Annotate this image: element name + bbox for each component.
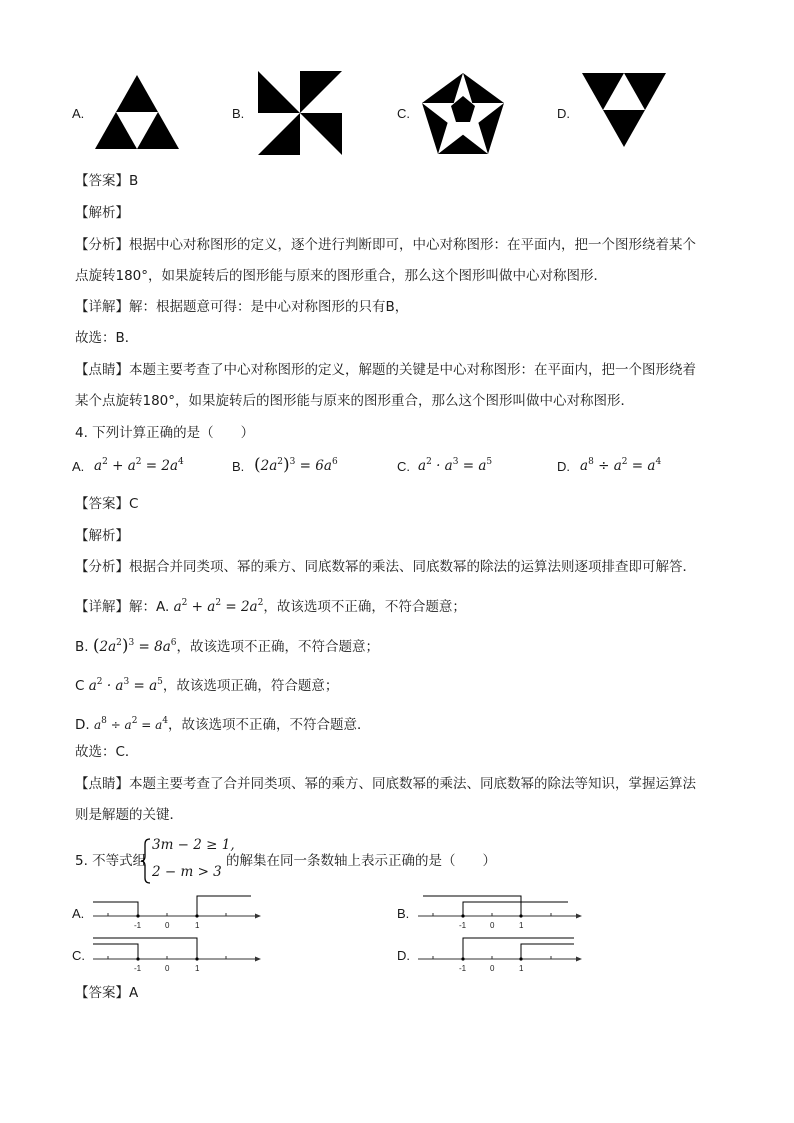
q4-xiangjie-b-formula: $(2a^2)^3 = 8a^6$	[92, 636, 177, 656]
q3-analysis-tag: 【解析】	[75, 205, 129, 221]
q4-option-a-label: A.	[72, 459, 85, 474]
q4-option-b-label: B.	[232, 459, 245, 474]
q3-option-c-label: C.	[397, 106, 410, 121]
q4-option-d-formula: $a^8 \div a^2 = a^4$	[580, 457, 662, 474]
q4-xiangjie-a-formula: $a^2 + a^2 = 2a^2$	[173, 598, 264, 615]
q5-option-a-numberline	[93, 892, 263, 932]
q5-option-b-numberline	[418, 892, 588, 932]
q4-option-c-label: C.	[397, 459, 410, 474]
q5-option-c-label: C.	[72, 948, 85, 963]
q4-fenxi: 【分析】根据合并同类项、幂的乘方、同底数幂的乘法、同底数幂的除法的运算法则逐项排查即可解答．	[75, 559, 696, 575]
q5-b-tick-0: 0	[490, 921, 495, 930]
q3-option-b-figure	[258, 71, 342, 155]
q5-a-tick-1: 1	[195, 921, 200, 930]
q4-option-c-formula: $a^2 \cdot a^3 = a^5$	[418, 457, 493, 474]
q4-xiangjie-d: D. $a^8 \div a^2 = a^4$，故该选项不正确，不符合题意．	[75, 716, 371, 733]
q5-option-a-label: A.	[72, 906, 85, 921]
q4-option-a-formula: $a^2 + a^2 = 2a^4$	[94, 457, 184, 474]
q4-stem: 4. 下列计算正确的是（ ）	[75, 425, 255, 441]
q3-option-a-figure	[95, 75, 183, 151]
q5-b-tick-1: 1	[519, 921, 524, 930]
q5-stem-suffix: 的解集在同一条数轴上表示正确的是（ ）	[226, 853, 496, 869]
q5-c-tick-0: 0	[165, 964, 170, 973]
q4-xiangjie-b: B. $(2a^2)^3 = 8a^6$，故该选项不正确，不符合题意；	[75, 636, 380, 656]
q3-answer: 【答案】B	[75, 173, 139, 189]
q4-answer: 【答案】C	[75, 496, 139, 512]
q3-fenxi-line-2: 点旋转180°，如果旋转后的图形能与原来的图形重合，那么这个图形叫做中心对称图形．	[75, 268, 608, 284]
q3-dianjing-line-1: 【点睛】本题主要考查了中心对称图形的定义，解题的关键是中心对称图形：在平面内，把一个图形绕着	[75, 362, 696, 378]
q3-option-b-label: B.	[232, 106, 245, 121]
q3-option-a-label: A.	[72, 106, 85, 121]
q3-dianjing-line-2: 某个点旋转180°，如果旋转后的图形能与原来的图形重合，那么这个图形叫做中心对称图形．	[75, 393, 635, 409]
q3-option-c-figure	[420, 72, 506, 156]
q4-option-b-formula: $(2a^2)^3 = 6a^6$	[254, 455, 338, 475]
q4-xiangjie-a: 【详解】解：A. $a^2 + a^2 = 2a^2$，故该选项不正确，不符合题意；	[75, 598, 466, 615]
q5-inequality-2: 2 − m > 3	[152, 864, 222, 880]
q4-dianjing-line-2: 则是解题的关键．	[75, 807, 183, 823]
q5-brace	[141, 838, 151, 884]
q4-option-d-label: D.	[557, 459, 570, 474]
q3-option-d-figure	[582, 73, 670, 151]
q5-b-tick-neg1: -1	[459, 921, 467, 930]
q4-gu: 故选：C．	[75, 744, 139, 760]
q5-option-d-label: D.	[397, 948, 410, 963]
q3-xiangjie: 【详解】解：根据题意可得：是中心对称图形的只有B，	[75, 299, 409, 315]
q3-option-d-label: D.	[557, 106, 570, 121]
q3-gu: 故选：B．	[75, 330, 139, 346]
q5-answer: 【答案】A	[75, 985, 139, 1001]
q5-c-tick-neg1: -1	[134, 964, 142, 973]
q5-d-tick-neg1: -1	[459, 964, 467, 973]
q4-analysis-tag: 【解析】	[75, 528, 129, 544]
q5-option-d-numberline	[418, 934, 588, 974]
q4-dianjing-line-1: 【点睛】本题主要考查了合并同类项、幂的乘方、同底数幂的乘法、同底数幂的除法等知识，掌握运算法	[75, 776, 696, 792]
q5-c-tick-1: 1	[195, 964, 200, 973]
q5-option-c-numberline	[93, 934, 263, 974]
q5-inequality-1: 3m − 2 ≥ 1,	[152, 837, 235, 853]
q5-d-tick-0: 0	[490, 964, 495, 973]
q4-xiangjie-c-formula: $a^2 \cdot a^3 = a^5$	[88, 677, 163, 694]
q5-a-tick-neg1: -1	[134, 921, 142, 930]
q5-option-b-label: B.	[397, 906, 410, 921]
q5-stem-prefix: 5. 不等式组	[75, 853, 147, 869]
q5-a-tick-0: 0	[165, 921, 170, 930]
q3-fenxi-line-1: 【分析】根据中心对称图形的定义，逐个进行判断即可，中心对称图形：在平面内，把一个图形绕着某个	[75, 237, 696, 253]
q5-d-tick-1: 1	[519, 964, 524, 973]
q4-xiangjie-d-formula: $a^8 \div a^2 = a^4$	[93, 716, 169, 732]
q4-xiangjie-c: C $a^2 \cdot a^3 = a^5$，故该选项正确，符合题意；	[75, 677, 339, 694]
